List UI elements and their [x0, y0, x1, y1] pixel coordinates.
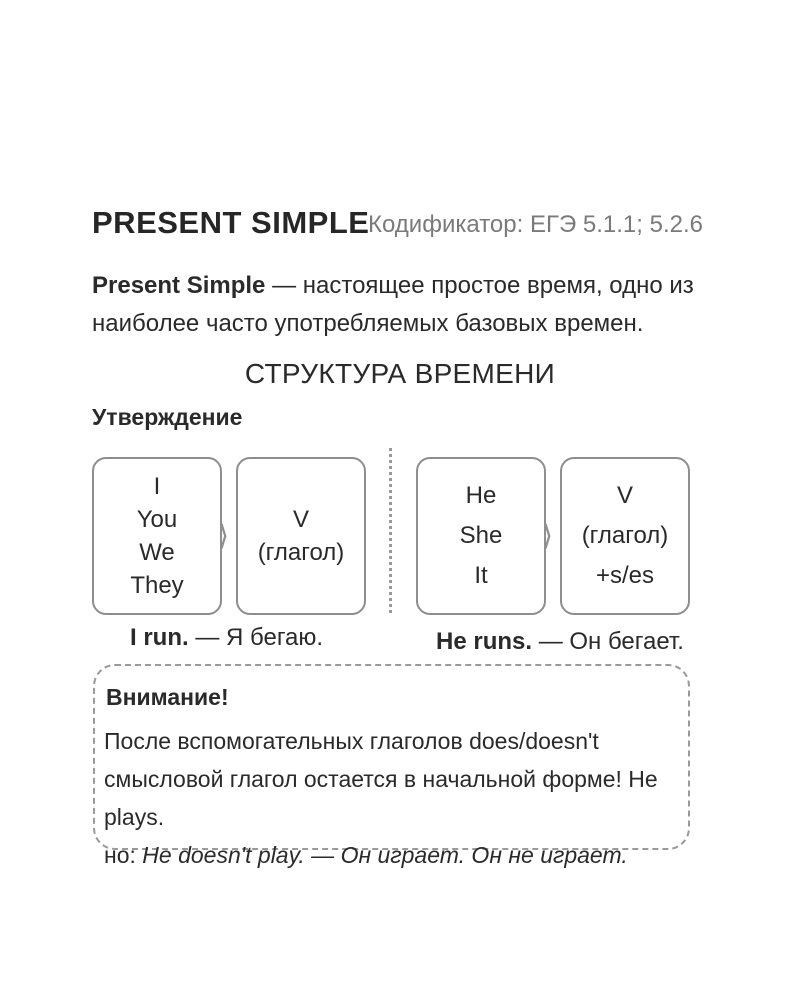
note-text: [104, 722, 688, 874]
note-main-text: После вспомогательных глаголов does/doesn't смысловой глагол остается в начальной форме! He plays.: [104, 728, 658, 830]
right-subjects-box: [416, 457, 546, 615]
diagram-divider: [389, 448, 392, 613]
right-example-bold: He runs.: [436, 628, 533, 655]
verb-suffix: +s/es: [595, 562, 655, 589]
right-example-rest: — Он бегает.: [532, 628, 684, 655]
subject-she: She: [459, 522, 503, 549]
subject-they: They: [130, 572, 184, 599]
left-example-bold: I run.: [130, 624, 189, 651]
codifier-label: Кодификатор: ЕГЭ 5.1.1; 5.2.6: [368, 211, 703, 238]
right-example: [436, 628, 684, 656]
left-example-rest: — Я бегаю.: [188, 624, 324, 651]
verb-symbol: V: [292, 506, 309, 533]
verb-label-right: (глагол): [581, 522, 669, 549]
note-italic-example: He doesn't play. — Он играет. Он не играет.: [142, 842, 628, 868]
right-arrow-icon: ⟩: [542, 519, 553, 552]
note-title: Внимание!: [106, 684, 229, 710]
note-prefix: но:: [104, 842, 143, 868]
subsection-title: Утверждение: [92, 404, 243, 430]
left-example: [130, 624, 323, 652]
subject-it: It: [474, 562, 488, 589]
subject-you: You: [136, 506, 178, 533]
verb-symbol-right: V: [616, 482, 633, 509]
left-arrow-icon: ⟩: [218, 519, 229, 552]
subject-i: I: [153, 473, 161, 500]
right-verb-box: [560, 457, 690, 615]
verb-label: (глагол): [257, 539, 345, 566]
intro-paragraph: [92, 267, 702, 343]
subject-we: We: [139, 539, 175, 566]
intro-term: Present Simple: [92, 272, 266, 299]
intro-text: — настоящее простое время, одно из наиболее часто употребляемых базовых времен.: [92, 272, 694, 337]
subject-he: He: [465, 482, 497, 509]
section-title: СТРУКТУРА ВРЕМЕНИ: [244, 358, 556, 389]
left-verb-box: [236, 457, 366, 615]
page-title: PRESENT SIMPLE: [92, 205, 370, 240]
left-subjects-box: [92, 457, 222, 615]
